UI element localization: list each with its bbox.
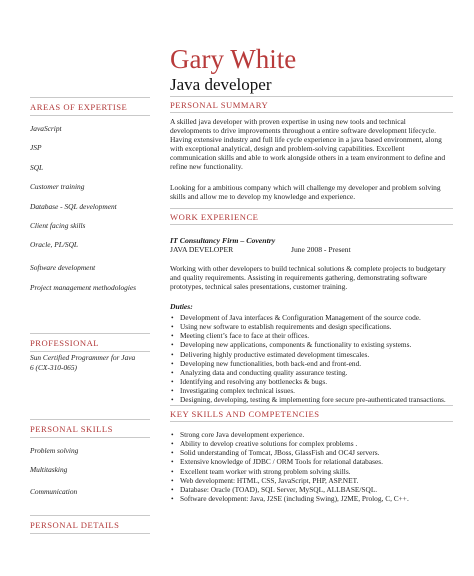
duty-item: • Development of Java interfaces & Configuration Management of the source code. — [170, 313, 465, 322]
skills-list — [170, 430, 465, 503]
main-rule — [170, 96, 453, 97]
skill-item: • Solid understanding of Tomcat, JBoss, GlassFish and OC4J servers. — [170, 448, 465, 457]
duty-item: • Analyzing data and conducting quality assurance testing. — [170, 368, 465, 377]
duty-item: • Developing new functionalities, both back-end and front-end. — [170, 359, 465, 368]
sidebar-rule — [30, 437, 150, 438]
expertise-item: JSP — [30, 143, 42, 152]
skill-item: • Web development: HTML, CSS, JavaScript, PHP, ASP.NET. — [170, 476, 465, 485]
skill-item: • Ability to develop creative solutions for complex problems . — [170, 439, 465, 448]
duties-list — [170, 313, 465, 405]
expertise-item: JavaScript — [30, 124, 62, 133]
skill-item: • Excellent team worker with strong problem solving skills. — [170, 467, 465, 476]
expertise-item: Project management methodologies — [30, 283, 137, 292]
duty-item: • Delivering highly productive estimated development timescales. — [170, 350, 465, 359]
personal-skill-item: Multitasking — [30, 465, 68, 474]
certification-text: Sun Certified Programmer for Java 6 (CX-310-065) — [30, 353, 136, 372]
expertise-item: Oracle, PL/SQL — [30, 240, 79, 249]
candidate-role: Java developer — [170, 75, 272, 94]
skill-item: • Database: Oracle (TOAD), SQL Server, MySQL, ALLBASE/SQL. — [170, 485, 465, 494]
duty-item: • Investigating complex technical issues. — [170, 386, 465, 395]
main-rule — [170, 224, 453, 225]
sidebar-rule — [30, 115, 150, 116]
professional-heading: PROFESSIONAL — [30, 338, 100, 348]
expertise-item: Software development — [30, 263, 96, 272]
sidebar-rule — [30, 351, 150, 352]
duty-item: • Meeting client’s face to face at their offices. — [170, 331, 465, 340]
duty-item: • Designing, developing, testing & implementing fore secure pre-authenticated transactions. — [170, 395, 465, 404]
duty-item: • Identifying and resolving any bottlenecks & bugs. — [170, 377, 465, 386]
skill-item: • Software development: Java, J2SE (including Swing), J2ME, Prolog, C, C++. — [170, 494, 465, 503]
summary-paragraph: Looking for a ambitious company which will challenge my developer and problem solving skills and allow me to develop my knowledge and experience. — [170, 183, 441, 202]
duties-label: Duties: — [170, 302, 193, 311]
skills-heading: KEY SKILLS AND COMPETENCIES — [170, 409, 320, 419]
duty-item: • Using new software to establish requirements and design specifications. — [170, 322, 465, 331]
work-heading: WORK EXPERIENCE — [170, 212, 259, 222]
personal-skills-heading: PERSONAL SKILLS — [30, 424, 113, 434]
sidebar-rule — [30, 333, 150, 334]
main-rule — [170, 405, 453, 406]
expertise-item: SQL — [30, 163, 44, 172]
areas-heading: AREAS OF EXPERTISE — [30, 102, 128, 112]
main-rule — [170, 421, 453, 422]
skill-item: • Strong core Java development experience. — [170, 430, 465, 439]
personal-skill-item: Communication — [30, 487, 78, 496]
sidebar-rule — [30, 533, 150, 534]
summary-paragraph: A skilled java developer with proven expertise in using new tools and technical developments to drive improvements throughout a entire software development lifecycle. Having extensive industry and full life cycle experience in a java based environment, along with exceptional analytical, design and problem-solving capabilities. Excellent communication skills and able to work alongside others in a team environment to define and refine new functionality. — [170, 117, 446, 172]
sidebar-rule — [30, 515, 150, 516]
sidebar-rule — [30, 419, 150, 420]
personal-details-heading: PERSONAL DETAILS — [30, 520, 120, 530]
duty-item: • Developing new applications, components & functionality to existing systems. — [170, 340, 465, 349]
expertise-item: Client facing skills — [30, 221, 86, 230]
company-name: IT Consultancy Firm – Coventry — [170, 236, 276, 245]
job-description: Working with other developers to build technical solutions & complete projects to budgetary and quality requirements. Assisting in requirements gathering, demonstrating software prototypes, technical sales presentations, customer training. — [170, 264, 446, 292]
skill-item: • Extensive knowledge of JDBC / ORM Tools for relational databases. — [170, 457, 465, 466]
main-rule — [170, 112, 453, 113]
personal-skill-item: Problem solving — [30, 446, 79, 455]
sidebar-rule — [30, 97, 150, 98]
job-dates: June 2008 - Present — [291, 245, 351, 254]
summary-heading: PERSONAL SUMMARY — [170, 100, 269, 110]
expertise-item: Customer training — [30, 182, 85, 191]
candidate-name: Gary White — [170, 44, 297, 74]
expertise-item: Database - SQL development — [30, 202, 117, 211]
main-rule — [170, 208, 453, 209]
job-title: JAVA DEVELOPER — [170, 245, 234, 254]
